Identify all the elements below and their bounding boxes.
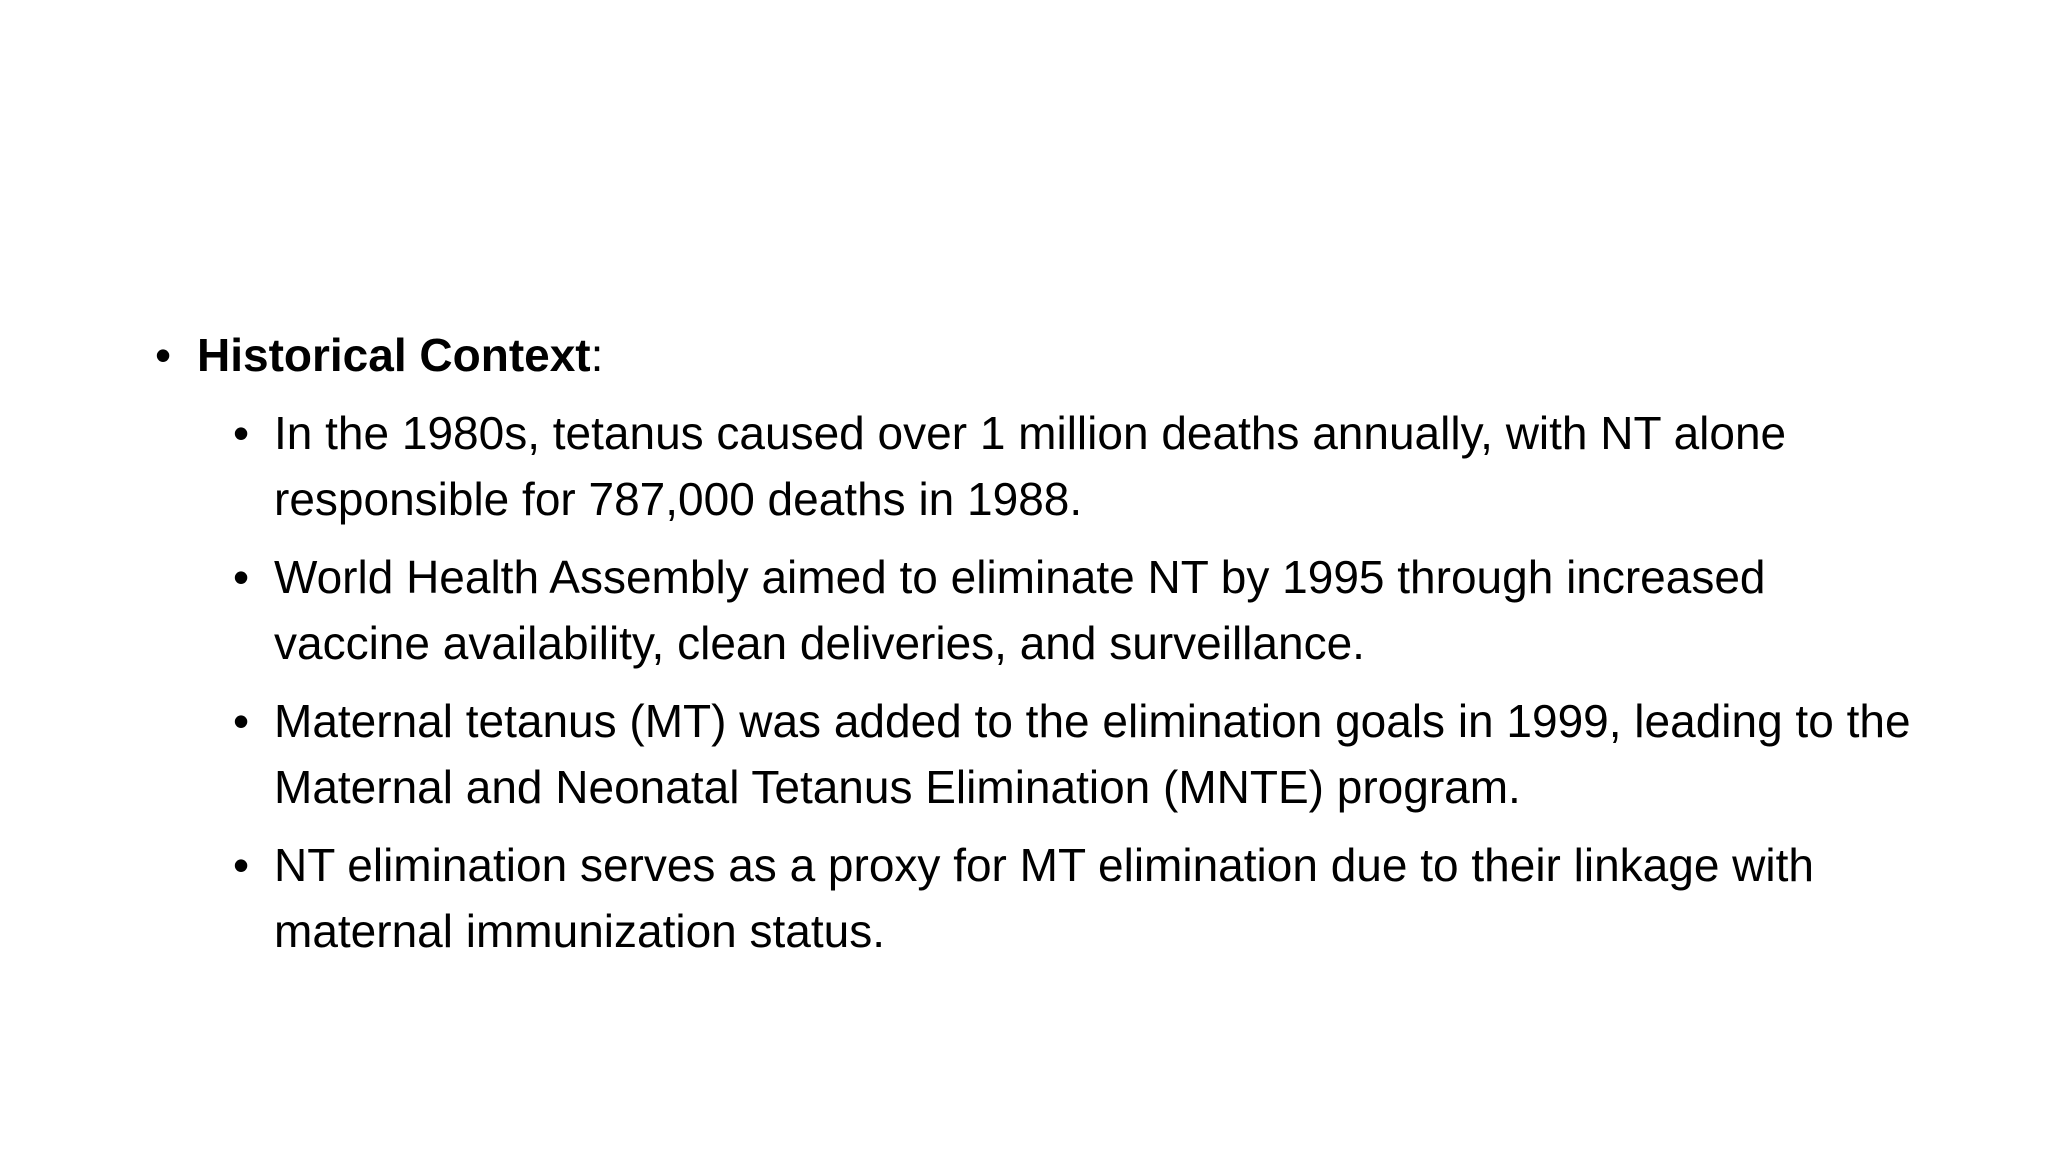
top-level-bullet xyxy=(155,322,1915,388)
list-item xyxy=(155,400,1915,532)
list-item-text: World Health Assembly aimed to eliminate NT by 1995 through increased vaccine availability, clean deliveries, and surveillance. xyxy=(274,551,1766,669)
bullet-icon: • xyxy=(233,695,250,747)
section-heading: Historical Context xyxy=(197,329,591,381)
list-item xyxy=(155,688,1915,820)
heading-colon: : xyxy=(590,329,604,381)
list-item-text: Maternal tetanus (MT) was added to the elimination goals in 1999, leading to the Maternal and Neonatal Tetanus Elimination (MNTE) program. xyxy=(274,695,1911,813)
slide-body xyxy=(155,322,1915,964)
bullet-icon: • xyxy=(233,407,250,459)
list-item-text: In the 1980s, tetanus caused over 1 million deaths annually, with NT alone responsible for 787,000 deaths in 1988. xyxy=(274,407,1787,525)
sub-bullet-list xyxy=(155,400,1915,964)
list-item xyxy=(155,832,1915,964)
bullet-icon: • xyxy=(155,329,172,381)
bullet-icon: • xyxy=(233,839,250,891)
bullet-icon: • xyxy=(233,551,250,603)
list-item-text: NT elimination serves as a proxy for MT elimination due to their linkage with maternal immunization status. xyxy=(274,839,1814,957)
list-item xyxy=(155,544,1915,676)
